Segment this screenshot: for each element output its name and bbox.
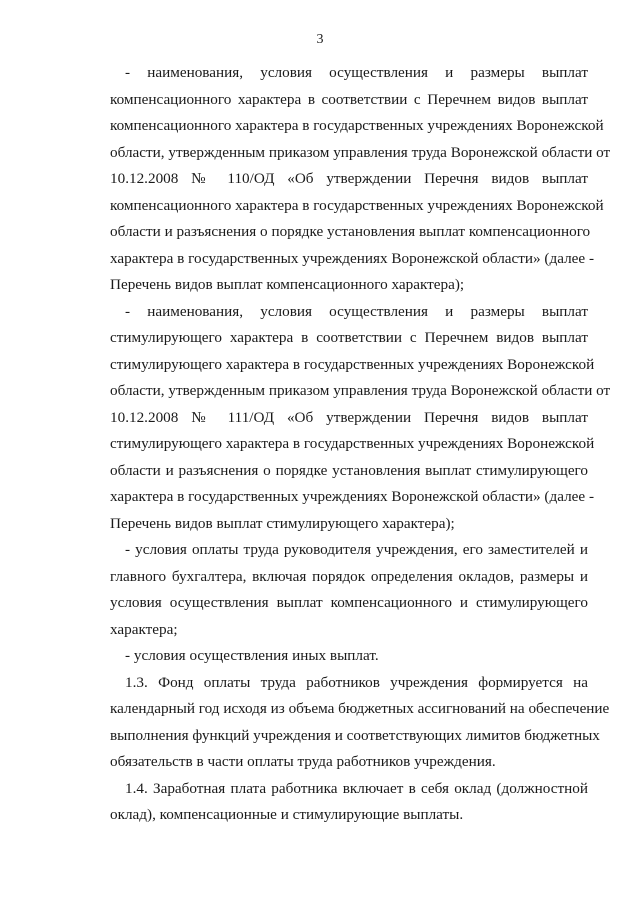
text-line: календарный год исходя из объема бюджетных ассигнований на обеспечение [110,700,610,717]
text-line: 10.12.2008 № 110/ОД «Об утверждении Перечня видов выплат [110,170,588,187]
text-line: стимулирующего характера в государственных учреждениях Воронежской [110,355,595,373]
text-line: характера в государственных учреждениях Воронежской области» (далее - [110,249,594,267]
text-line: - условия осуществления иных выплат. [125,647,379,664]
text-line: области и разъяснения о порядке установления выплат компенсационного [110,223,591,240]
text-line: области и разъяснения о порядке установления выплат стимулирующего [110,461,588,479]
text-line: оклад), компенсационные и стимулирующие выплаты. [110,806,464,823]
text-line: стимулирующего характера в государственных учреждениях Воронежской [110,435,595,452]
text-line: 1.3. Фонд оплаты труда работников учреждения формируется на [125,673,588,691]
body-text [110,60,611,829]
text-line: компенсационного характера в соответствии с Перечнем видов выплат [110,90,588,108]
text-line: стимулирующего характера в соответствии с Перечнем видов выплат [110,329,588,346]
text-line: компенсационного характера в государственных учреждениях Воронежской [110,117,604,134]
page-number: 3 [316,32,324,47]
text-line: условия осуществления выплат компенсационного и стимулирующего [110,594,588,611]
text-line: области, утвержденным приказом управления труда Воронежской области от [110,382,611,399]
text-line: - наименования, условия осуществления и размеры выплат [125,302,588,320]
text-line: Перечень видов выплат компенсационного характера); [110,276,465,293]
text-line: 1.4. Заработная плата работника включает в себя оклад (должностной [125,779,588,797]
text-line: 10.12.2008 № 111/ОД «Об утверждении Перечня видов выплат [110,408,588,426]
text-line: - условия оплаты труда руководителя учреждения, его заместителей и [125,541,588,558]
text-line: выполнения функций учреждения и соответствующих лимитов бюджетных [110,726,600,744]
text-line: главного бухгалтера, включая порядок определения окладов, размеры и [110,567,588,585]
text-line: характера в государственных учреждениях Воронежской области» (далее - [110,488,594,505]
text-line: характера; [110,620,178,638]
text-line: области, утвержденным приказом управления труда Воронежской области от [110,143,611,161]
text-line: - наименования, условия осуществления и размеры выплат [125,64,588,81]
text-line: компенсационного характера в государственных учреждениях Воронежской [110,196,604,214]
text-line: обязательств в части оплаты труда работников учреждения. [110,753,496,770]
text-line: Перечень видов выплат стимулирующего характера); [110,514,455,532]
